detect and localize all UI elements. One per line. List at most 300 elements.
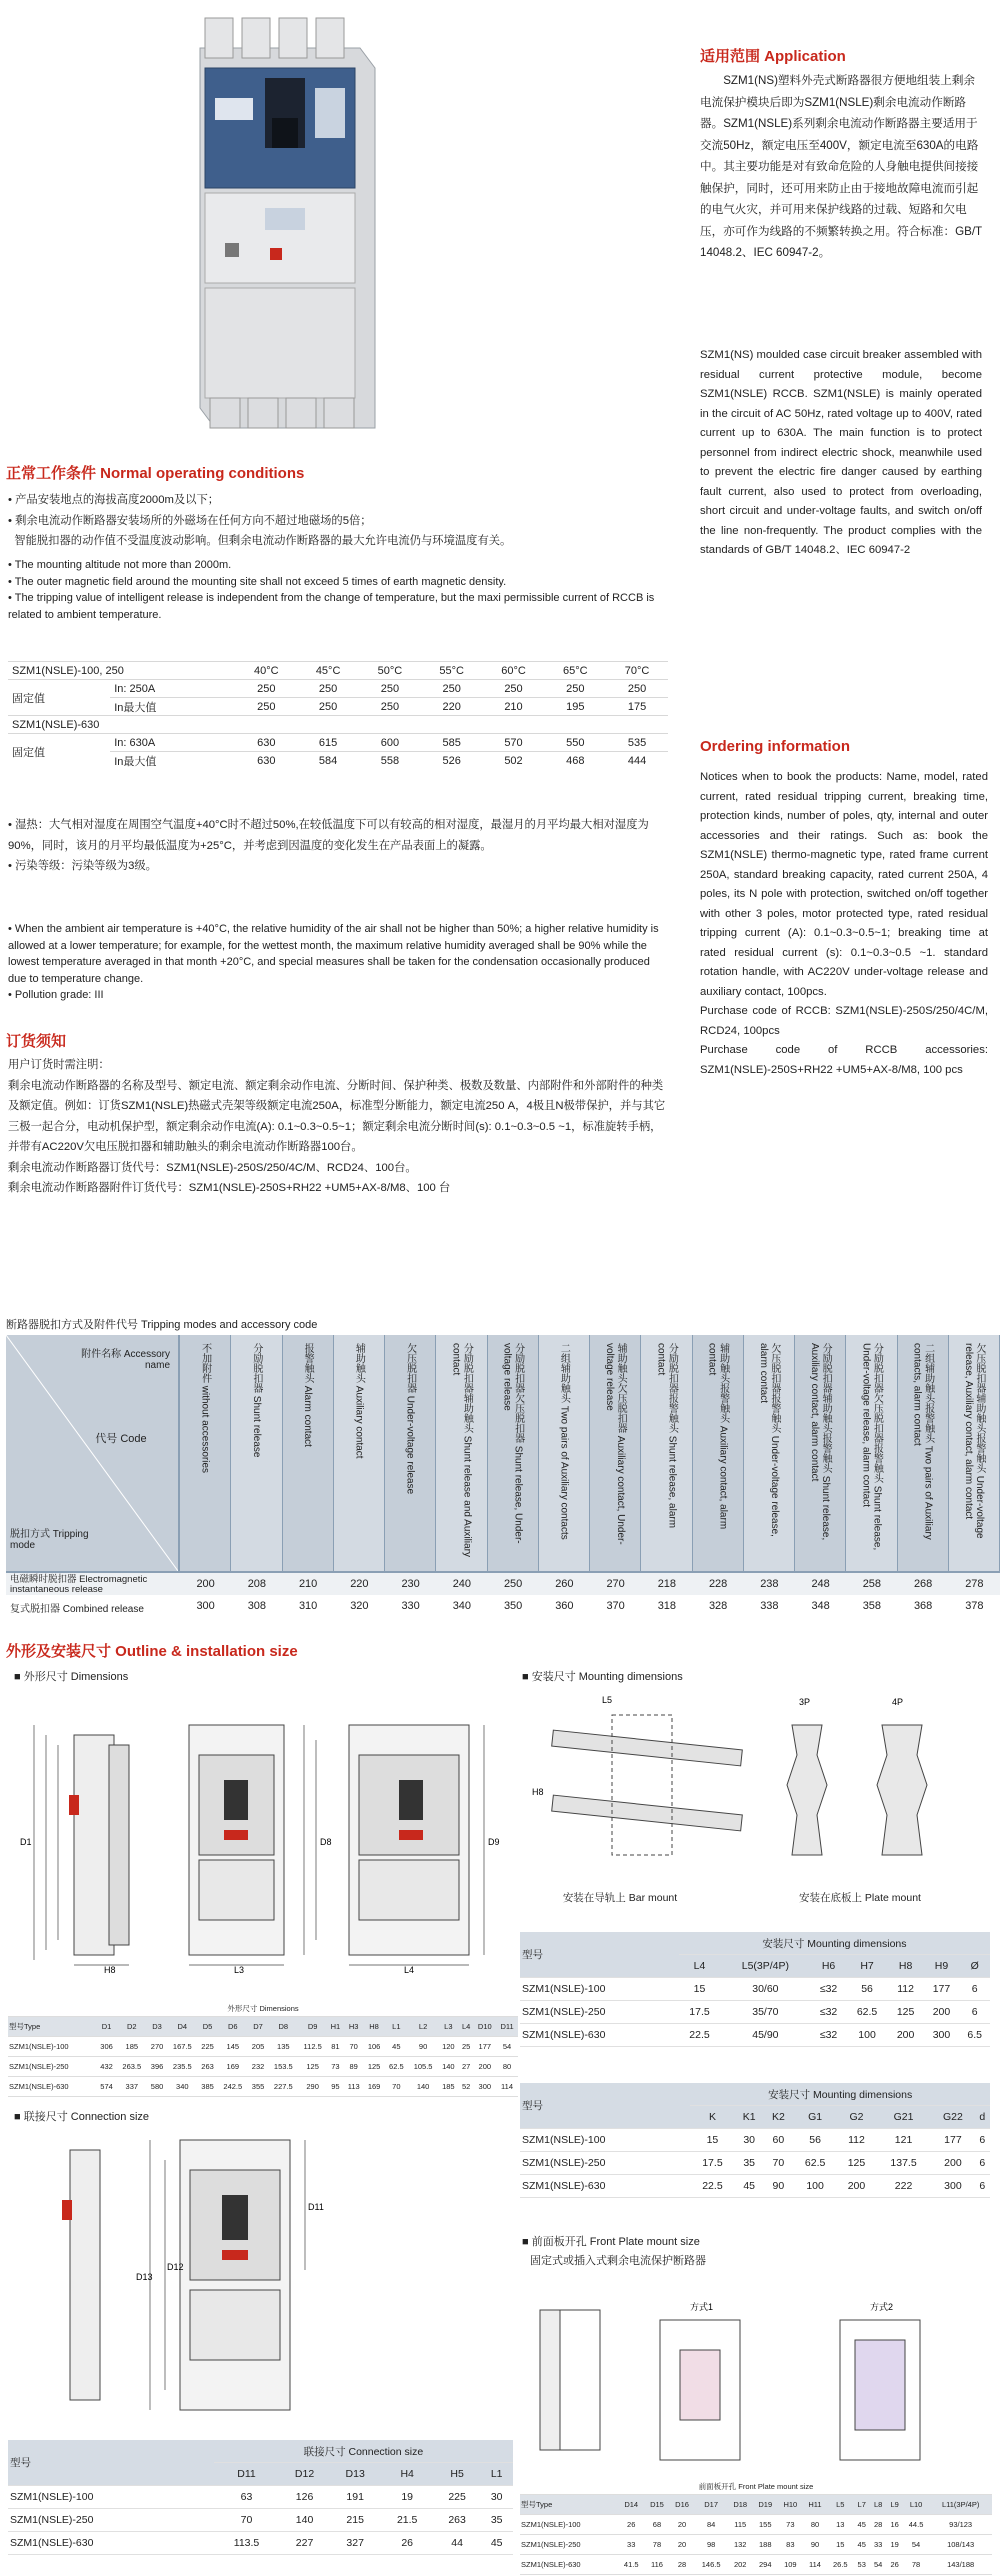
table-cell: 116 [644,2555,669,2575]
svg-text:方式1: 方式1 [690,2302,714,2312]
table-header-cell: L10 [903,2495,929,2515]
ordering-title: Ordering information [700,738,850,755]
table-cell: 143/188 [929,2555,992,2575]
table-cell: 327 [330,2532,381,2555]
order-zh-line: 用户订货时需注明： [8,1059,110,1071]
table-cell: 33 [618,2535,644,2555]
table-header-cell: D17 [695,2495,728,2515]
table-row-label: SZM1(NSLE)-100 [8,2486,214,2509]
humidity-en-1: • When the ambient air temperature is +40°C, the relative humidity of the air shall not be higher than 50%; a higher relative humidity is allowed at a lower temperature; for example, for the wettest month, the maximum relative humidity averaged shall be 90% while the lowest temperature averaged in that month +20°C, and special measures shall be taken for the condensation occasionally produced due to temperature change. [8,923,659,985]
accessory-code-cell: 348 [811,1600,830,1612]
table-cell: 263 [434,2509,480,2532]
table-cell: 73 [327,2057,344,2077]
table-header-cell: K [690,2106,734,2129]
table-header-cell: H9 [924,1955,960,1978]
table-row [520,2001,990,2024]
table-header-cell: L11(3P/4P) [929,2495,992,2515]
temp-row: SZM1(NSLE)-630 [8,716,668,734]
table-cell: 20 [670,2515,695,2535]
table-cell: 125 [298,2057,327,2077]
table-cell: 108/143 [929,2535,992,2555]
accessory-code-cell: 308 [247,1600,267,1612]
table-cell: 33 [870,2535,886,2555]
table-cell: 19 [380,2486,433,2509]
ordering-p2: Purchase code of RCCB accessories: SZM1(NSLE)-250S+RH22 +UM5+AX-8/M8, 100 pcs [700,1044,988,1076]
table-row-label: SZM1(NSLE)-100 [520,2515,618,2535]
order-zh-line: 剩余电流动作断路器的名称及型号、额定电流、额定剩余动作电流、分断时间、保护种类、极数及数量、内部附件和外部附件的种类及额定值。例如：订货SZM1(NSLE)热磁式壳架等级额定电流250A，标准型分断能力，额定电流250 A，4极且N极带保护，并与其它三极一起合分，电动机保护型，额定剩余动作电流(A): 0.1~0.3~0.5~1；额定剩余电流分断时间(s): 0.1~0.3~0.5 ~1，标准旋转手柄，并带有AC220V欠电压脱扣器和辅助触头的剩余电流动作断路器100台。 [8,1079,666,1153]
table-header-cell: d [974,2106,990,2129]
table-row [8,2486,513,2509]
svg-text:方式2: 方式2 [870,2302,894,2312]
table-cell: 200 [888,2024,924,2047]
table-cell: 21.5 [380,2509,433,2532]
svg-text:D1: D1 [20,1837,32,1847]
table-row-label: SZM1(NSLE)-100 [520,2129,690,2152]
table-header-cell: L4 [679,1955,720,1978]
table-row-label: SZM1(NSLE)-630 [520,2024,679,2047]
mount-drawing [522,1685,992,1875]
table-cell: 81 [327,2037,344,2057]
accessory-row-2: 复式脱扣器 Combined release 300 308 310 320 330 340 350 360 370 318 328 338 348 358 368 378 [6,1595,1000,1617]
table-cell: 44.5 [903,2515,929,2535]
table-cell: 340 [167,2077,197,2097]
table-row-label: SZM1(NSLE)-630 [8,2532,214,2555]
front-plate-drawing [520,2270,990,2470]
dimensions-drawing [14,1685,504,1975]
table-cell: 26 [380,2532,433,2555]
table-header-cell: D12 [279,2463,330,2486]
table-cell: 6 [959,2001,990,2024]
table-cell: 16 [886,2515,902,2535]
order-zh-line: 剩余电流动作断路器订货代号：SZM1(NSLE)-250S/250/4C/M、RCD24、100台。 [8,1161,417,1174]
table-header-cell: L5 [827,2495,853,2515]
accessory-corner: 附件名称 Accessory name 代号 Code 脱扣方式 Tripping mode [6,1335,178,1571]
temp-row: In最大值 250 250 250 220 210 195 175 [8,698,668,716]
table-cell: 98 [695,2535,728,2555]
application-en: SZM1(NS) moulded case circuit breaker assembled with residual current protective module, become SZM1(NSLE) RCCB. SZM1(NSLE) is mainly operated in the circuit of AC 50Hz, rated voltage up to 400V, rated current up to 630A. The main function is to protect personnel from indirect electric shock, meanwhile used to prevent the electric fire danger caused by earthing fault current, also used to protect from overloading, short circuit and under-voltage faults, and switch on/off the line non-frequently. The product complies with the standards of GB/T 14048.2、IEC 60947-2 [700,349,982,556]
humidity-zh-2: • 污染等级：污染等级为3级。 [8,860,157,872]
table-cell: 115 [728,2515,753,2535]
table-cell: 25 [459,2037,474,2057]
table-cell: 112 [888,1978,924,2001]
table-cell: 113.5 [214,2532,279,2555]
table-cell: 30/60 [720,1978,811,2001]
table-cell: 306 [96,2037,117,2057]
table-cell: 177 [474,2037,497,2057]
table-cell: 202 [728,2555,753,2575]
accessory-column-header: 分励脱扣器辅助触头报警触头 Shunt release, Auxiliary contact, alarm contact [795,1335,845,1571]
table-cell: 200 [837,2175,875,2198]
table-cell: 137.5 [876,2152,932,2175]
table-header-cell: H5 [434,2463,480,2486]
mount-table: 型号 安装尺寸 Mounting dimensions L4 L5(3P/4P) H6 H7 H8 H9 Ø SZM1(NSLE)-100 15 30/60 ≤32 56 112 177 6 SZM1(NSLE)-250 17.5 35/70 ≤32 62.5 125 200 6 SZM1(NSLE)-630 22.5 45/90 ≤32 100 200 300 6.5 [520,1932,990,2047]
accessory-code-cell: 268 [913,1578,933,1590]
table-cell: 95 [327,2077,344,2097]
table-header-cell: L4 [459,2017,474,2037]
plate-mount-label: 安装在底板上 Plate mount [799,1892,921,1904]
table-header-cell: D8 [268,2017,298,2037]
table-cell: 35 [735,2152,764,2175]
connection-drawing [40,2120,370,2420]
accessory-code-cell: 228 [708,1578,728,1590]
ordering-body: Notices when to book the products: Name, model, rated current, rated residual tripping current, breaking time, protection kinds, number of poles, qty, internal and outer accessories and their ratings. Such as: book the SZM1(NSLE) thermo-magnetic type, rated frame current 250A, standard breaking capacity, rated current 250A, 4 poles, its N pole with protection, switched on/off together with other 3 poles, motor protected type, rated residual tripping current (A): 0.1~0.3~0.5~1; breaking time at rated residual current (s): 0.1~0.3~0.5 ~1. standard rotation handle, with AC220V under-voltage release and auxiliary contact, 100pcs. [700,771,988,998]
accessory-column-header: 不加附件 without accessories [180,1335,230,1571]
table-header-cell: D15 [644,2495,669,2515]
mount-title: ■ 安装尺寸 Mounting dimensions [522,1671,683,1683]
table-cell: 125 [364,2057,385,2077]
normal-zh-1: • 产品安装地点的海拔高度2000m及以下； [8,494,220,506]
table-header-cell: D18 [728,2495,753,2515]
table-cell: 200 [924,2001,960,2024]
table-cell: 121 [876,2129,932,2152]
accessory-column-header: 分励脱扣器 Shunt release [231,1335,281,1571]
table-header-cell: G22 [931,2106,974,2129]
table-cell: 84 [695,2515,728,2535]
table-cell: 225 [197,2037,218,2057]
conn-title: ■ 联接尺寸 Connection size [14,2111,150,2123]
table-header-cell: H6 [811,1955,847,1978]
accessory-row-1: 电磁瞬时脱扣器 Electromagnetic instantaneous release 200 208 210 220 230 240 250 260 270 218 228 238 248 258 268 278 [6,1573,1000,1595]
table-cell: 6 [974,2129,990,2152]
table-cell: 337 [117,2077,147,2097]
accessory-code-cell: 200 [196,1578,215,1590]
table-cell: 22.5 [690,2175,734,2198]
table-cell: 294 [753,2555,778,2575]
table-cell: 125 [888,2001,924,2024]
table-row [520,2515,992,2535]
table-cell: 45 [384,2037,408,2057]
table-cell: 100 [846,2024,887,2047]
table-cell: 15 [690,2129,734,2152]
accessory-code-cell: 318 [657,1600,677,1612]
table-cell: 62.5 [846,2001,887,2024]
table-header-cell: D4 [167,2017,197,2037]
table-cell: 227.5 [268,2077,298,2097]
table-cell: 30 [480,2486,513,2509]
accessory-code-cell: 230 [401,1578,420,1590]
svg-text:D9: D9 [488,1837,500,1847]
table-cell: 263 [197,2057,218,2077]
table-header-cell: D14 [618,2495,644,2515]
table-cell: 112 [837,2129,875,2152]
accessory-code-cell: 310 [298,1600,318,1612]
accessory-code-cell: 208 [247,1578,267,1590]
table-cell: 227 [279,2532,330,2555]
table-header-cell: H1 [327,2017,344,2037]
normal-zh-2: • 剩余电流动作断路器安装场所的外磁场在任何方向不超过地磁场的5倍； [8,514,372,527]
accessory-column-header: 欠压脱扣器辅助触头报警触头 Under-voltage release, Auxiliary contact, alarm contact [949,1335,999,1571]
table-cell: 120 [438,2037,459,2057]
accessory-code-cell: 340 [452,1600,472,1612]
table-row [8,2057,518,2077]
table-cell: 62.5 [793,2152,837,2175]
table-cell: 63 [214,2486,279,2509]
table-header-cell: L7 [854,2495,870,2515]
accessory-code-cell: 218 [657,1578,677,1590]
accessory-code-cell: 328 [708,1600,728,1612]
accessory-code-cell: 238 [760,1578,779,1590]
table-cell: 80 [496,2057,518,2077]
table-row [8,2037,518,2057]
front-title: ■ 前面板开孔 Front Plate mount size [522,2236,700,2248]
svg-text:D11: D11 [308,2202,324,2212]
table-cell: 70 [764,2152,793,2175]
table-cell: 45 [480,2532,513,2555]
bar-mount-label: 安装在导轨上 Bar mount [562,1892,678,1904]
svg-text:L3: L3 [234,1965,245,1975]
table-cell: 70 [384,2077,408,2097]
table-cell: 90 [803,2535,827,2555]
table-cell: 56 [846,1978,887,2001]
order-zh-body [8,1055,670,1199]
table-cell: 53 [854,2555,870,2575]
table-cell: 225 [434,2486,480,2509]
table-header-cell: G2 [837,2106,875,2129]
accessory-code-cell: 320 [350,1600,369,1612]
table-header-cell: D19 [753,2495,778,2515]
table-row-label: SZM1(NSLE)-630 [8,2077,96,2097]
accessory-code-cell: 220 [350,1578,369,1590]
table-cell: 83 [778,2535,803,2555]
svg-text:D8: D8 [320,1837,332,1847]
table-cell: 177 [931,2129,974,2152]
accessory-column-header: 分励脱扣器报警触头 Shunt release, alarm contact [641,1335,691,1571]
temp-header-row: SZM1(NSLE)-100, 250 40°C 45°C 50°C 55°C 60°C 65°C 70°C [8,662,668,680]
table-row-label: SZM1(NSLE)-100 [8,2037,96,2057]
accessory-code-cell: 350 [503,1600,523,1612]
accessory-code-cell: 278 [965,1578,984,1590]
table-cell: 13 [827,2515,853,2535]
accessory-columns [180,1335,1000,1571]
table-header-cell: L9 [886,2495,902,2515]
table-cell: 26.5 [827,2555,853,2575]
humidity-en-2: • Pollution grade: III [8,989,104,1001]
table-header-cell: L1 [480,2463,513,2486]
table-header-cell: G1 [793,2106,837,2129]
accessory-column-header: 分励脱扣器欠压脱扣器报警触头 Shunt release, Under-voltage release, alarm contact [846,1335,896,1571]
table-cell: 300 [931,2175,974,2198]
table-header-cell: K1 [735,2106,764,2129]
table-cell: 153.5 [268,2057,298,2077]
table-cell: 6 [959,1978,990,2001]
accessory-code-cell: 210 [298,1578,318,1590]
table-cell: 290 [298,2077,327,2097]
table-cell: 78 [644,2535,669,2555]
table-cell: 28 [870,2515,886,2535]
table-header-cell: K2 [764,2106,793,2129]
normal-title: 正常工作条件 Normal operating conditions [6,465,305,482]
table-header-cell: L5(3P/4P) [720,1955,811,1978]
table-cell: 300 [474,2077,497,2097]
table-cell: 78 [903,2555,929,2575]
accessory-code-cell: 300 [196,1600,215,1612]
accessory-table [6,1335,1000,1617]
svg-text:L4: L4 [404,1965,415,1975]
accessory-column-header: 欠压脱扣器报警触头 Under-voltage release, alarm contact [744,1335,794,1571]
table-header-cell: D16 [670,2495,695,2515]
table-cell: 6 [974,2175,990,2198]
temp-row: 固定值 In: 250A 250 250 250 250 250 250 250 [8,680,668,698]
table-cell: 27 [459,2057,474,2077]
table-cell: 22.5 [679,2024,720,2047]
front-table: 前面板开孔 Front Plate mount size 型号Type D14 D15 D16 D17 D18 D19 H10 H11 L5 L7 L8 L9 L10 L11(3P/4P) SZM1(NSLE)-100 26 68 20 84 115 155 73 80 13 45 28 16 44.5 93/123 SZM1(NSLE)-250 33 78 20 98 132 188 83 90 15 45 33 19 54 108/143 SZM1(NSLE)-630 41.5 116 28 146.5 202 294 109 114 26.5 53 54 26 78 143/188 [520,2478,992,2575]
dimensions-svg [14,1685,504,1975]
accessory-code-cell: 370 [606,1600,625,1612]
table-row [8,2532,513,2555]
table-header-cell: D1 [96,2017,117,2037]
table-cell: 113 [344,2077,364,2097]
accessory-code-cell: 358 [862,1600,882,1612]
table-row [520,2152,990,2175]
table-row [520,2175,990,2198]
table-cell: 60 [764,2129,793,2152]
table-cell: 114 [803,2555,827,2575]
table-cell: 26 [618,2515,644,2535]
table-cell: 26 [886,2555,902,2575]
table-header-cell: D9 [298,2017,327,2037]
mount-table-2: 型号 安装尺寸 Mounting dimensions K K1 K2 G1 G2 G21 G22 d SZM1(NSLE)-100 15 30 60 56 112 121 177 6 SZM1(NSLE)-250 17.5 35 70 62.5 125 137.5 200 6 SZM1(NSLE)-630 22.5 45 90 100 200 222 300 6 [520,2083,990,2198]
table-cell: 106 [364,2037,385,2057]
table-cell: 135 [268,2037,298,2057]
table-header-cell: D5 [197,2017,218,2037]
table-header-cell: H8 [888,1955,924,1978]
table-cell: 191 [330,2486,381,2509]
table-cell: ≤32 [811,2024,847,2047]
table-header-cell: L8 [870,2495,886,2515]
table-header-cell: D10 [474,2017,497,2037]
temp-row: In最大值 630 584 558 526 502 468 444 [8,752,668,770]
table-row-label: SZM1(NSLE)-250 [520,2535,618,2555]
table-row [520,2535,992,2555]
accessory-code-cell: 378 [965,1600,984,1612]
table-cell: 41.5 [618,2555,644,2575]
accessory-code-cell: 360 [555,1600,574,1612]
table-cell: 54 [870,2555,886,2575]
table-cell: 132 [728,2535,753,2555]
table-header-cell: H8 [364,2017,385,2037]
table-cell: ≤32 [811,1978,847,2001]
svg-text:D12: D12 [167,2262,184,2272]
table-cell: 62.5 [384,2057,408,2077]
table-row [8,2077,518,2097]
table-row-label: SZM1(NSLE)-250 [8,2057,96,2077]
table-cell: 73 [778,2515,803,2535]
outline-title: 外形及安装尺寸 Outline & installation size [6,1643,298,1660]
table-header-cell: L2 [408,2017,438,2037]
accessory-column-header: 二组辅助触头 Two pairs of Auxiliary contacts [539,1335,589,1571]
table-cell: 45 [854,2515,870,2535]
table-cell: 45/90 [720,2024,811,2047]
table-row-label: SZM1(NSLE)-250 [520,2152,690,2175]
application-title: 适用范围 Application [700,48,846,65]
ordering-p1: Purchase code of RCCB: SZM1(NSLE)-250S/250/4C/M, RCD24, 100pcs [700,1005,988,1037]
table-header-cell: H4 [380,2463,433,2486]
normal-zh-list [8,490,668,552]
table-cell: 19 [886,2535,902,2555]
table-cell: 90 [764,2175,793,2198]
accessory-code-cell: 248 [811,1578,830,1590]
accessory-code-cell: 270 [606,1578,625,1590]
table-cell: 54 [496,2037,518,2057]
normal-zh-3: 智能脱扣器的动作值不受温度波动影响。但剩余电流动作断路器的最大允许电流仍与环境温度有关。 [14,535,512,547]
table-cell: 20 [670,2535,695,2555]
table-cell: 167.5 [167,2037,197,2057]
table-cell: 6.5 [959,2024,990,2047]
table-header-cell: H7 [846,1955,887,1978]
table-row [520,2129,990,2152]
table-cell: 70 [344,2037,364,2057]
normal-en-list [8,557,668,623]
table-cell: 125 [837,2152,875,2175]
accessory-code-cell: 338 [760,1600,779,1612]
table-cell: 169 [218,2057,248,2077]
table-cell: 70 [214,2509,279,2532]
accessory-column-header: 报警触头 Alarm contact [283,1335,333,1571]
table-cell: 93/123 [929,2515,992,2535]
table-cell: 235.5 [167,2057,197,2077]
order-zh-line: 剩余电流动作断路器附件订货代号：SZM1(NSLE)-250S+RH22 +UM5+AX-8/M8、100 台 [8,1182,451,1194]
table-cell: 177 [924,1978,960,2001]
table-cell: 15 [679,1978,720,2001]
table-cell: 112.5 [298,2037,327,2057]
table-cell: 68 [644,2515,669,2535]
table-cell: 205 [248,2037,269,2057]
table-header-cell: D13 [330,2463,381,2486]
table-cell: 105.5 [408,2057,438,2077]
table-cell: 6 [974,2152,990,2175]
svg-text:D13: D13 [136,2272,153,2282]
table-cell: 200 [474,2057,497,2077]
table-cell: 90 [408,2037,438,2057]
normal-en-2: • The outer magnetic field around the mounting site shall not exceed 5 times of earth magnetic density. [8,575,507,588]
table-cell: 263.5 [117,2057,147,2077]
table-cell: 54 [903,2535,929,2555]
table-cell: 100 [793,2175,837,2198]
table-cell: 385 [197,2077,218,2097]
order-zh-title: 订货须知 [6,1033,67,1050]
svg-text:H8: H8 [532,1787,544,1797]
accessory-code-cell: 330 [401,1600,420,1612]
accessory-column-header: 二组辅助触头报警触头 Two pairs of Auxiliary contacts, alarm contact [898,1335,948,1571]
table-row-label: SZM1(NSLE)-630 [520,2175,690,2198]
application-zh: SZM1(NS)塑料外壳式断路器很方便地组装上剩余电流保护模块后即为SZM1(NSLE)剩余电流动作断路器。SZM1(NSLE)系列剩余电流动作断路器主要适用于交流50Hz，额定电压至400V，额定电流至630A的电路中。其主要功能是对有致命危险的人身触电提供间接接触保护，同时，还可用来防止由于接地故障电流而引起的电气火灾，并可用来保护线路的过载、短路和欠电压，亦可作为线路的不频繁转换之用。符合标准：GB/T 14048.2、IEC 60947-2。 [700,74,982,259]
dim-table: 外形尺寸 Dimensions 型号Type D1 D2 D3 D4 D5 D6 D7 D8 D9 H1 H3 H8 L1 L2 L3 L4 D10 D11 SZM1(NSLE)-100 306 185 270 167.5 225 145 205 135 112.5 81 70 106 45 90 120 25 177 54 SZM1(NSLE)-250 432 263.5 396 235.5 263 169 232 153.5 125 73 89 125 62.5 105.5 140 27 200 80 SZM1(NSLE)-630 574 337 580 340 385 242.5 355 227.5 290 95 113 169 70 140 185 52 300 114 [8,2000,518,2097]
table-cell: 52 [459,2077,474,2097]
accessory-column-header: 欠压脱扣器 Under-voltage release [385,1335,435,1571]
accessory-column-header: 分励脱扣器欠压脱扣器 Shunt release, Under-voltage release [488,1335,538,1571]
accessory-column-header: 辅助触头欠压脱扣器 Auxiliary contact, Under-voltage release [590,1335,640,1571]
table-cell: 15 [827,2535,853,2555]
table-cell: 126 [279,2486,330,2509]
table-cell: 574 [96,2077,117,2097]
accessory-code-cell: 240 [452,1578,472,1590]
table-cell: 232 [248,2057,269,2077]
table-header-cell: H10 [778,2495,803,2515]
temp-table [8,661,668,769]
table-cell: 140 [408,2077,438,2097]
conn-table: 型号 联接尺寸 Connection size D11 D12 D13 H4 H5 L1 SZM1(NSLE)-100 63 126 191 19 225 30 SZM1(NSLE)-250 70 140 215 21.5 263 35 SZM1(NSLE)-630 113.5 227 327 26 44 45 [8,2440,513,2555]
table-cell: 222 [876,2175,932,2198]
svg-text:4P: 4P [892,1697,904,1707]
svg-text:3P: 3P [799,1697,811,1707]
table-cell: 580 [147,2077,168,2097]
table-header-cell: G21 [876,2106,932,2129]
table-cell: 80 [803,2515,827,2535]
humidity-en [8,921,670,1004]
table-row [520,1978,990,2001]
table-row [520,2024,990,2047]
table-header-cell: D2 [117,2017,147,2037]
